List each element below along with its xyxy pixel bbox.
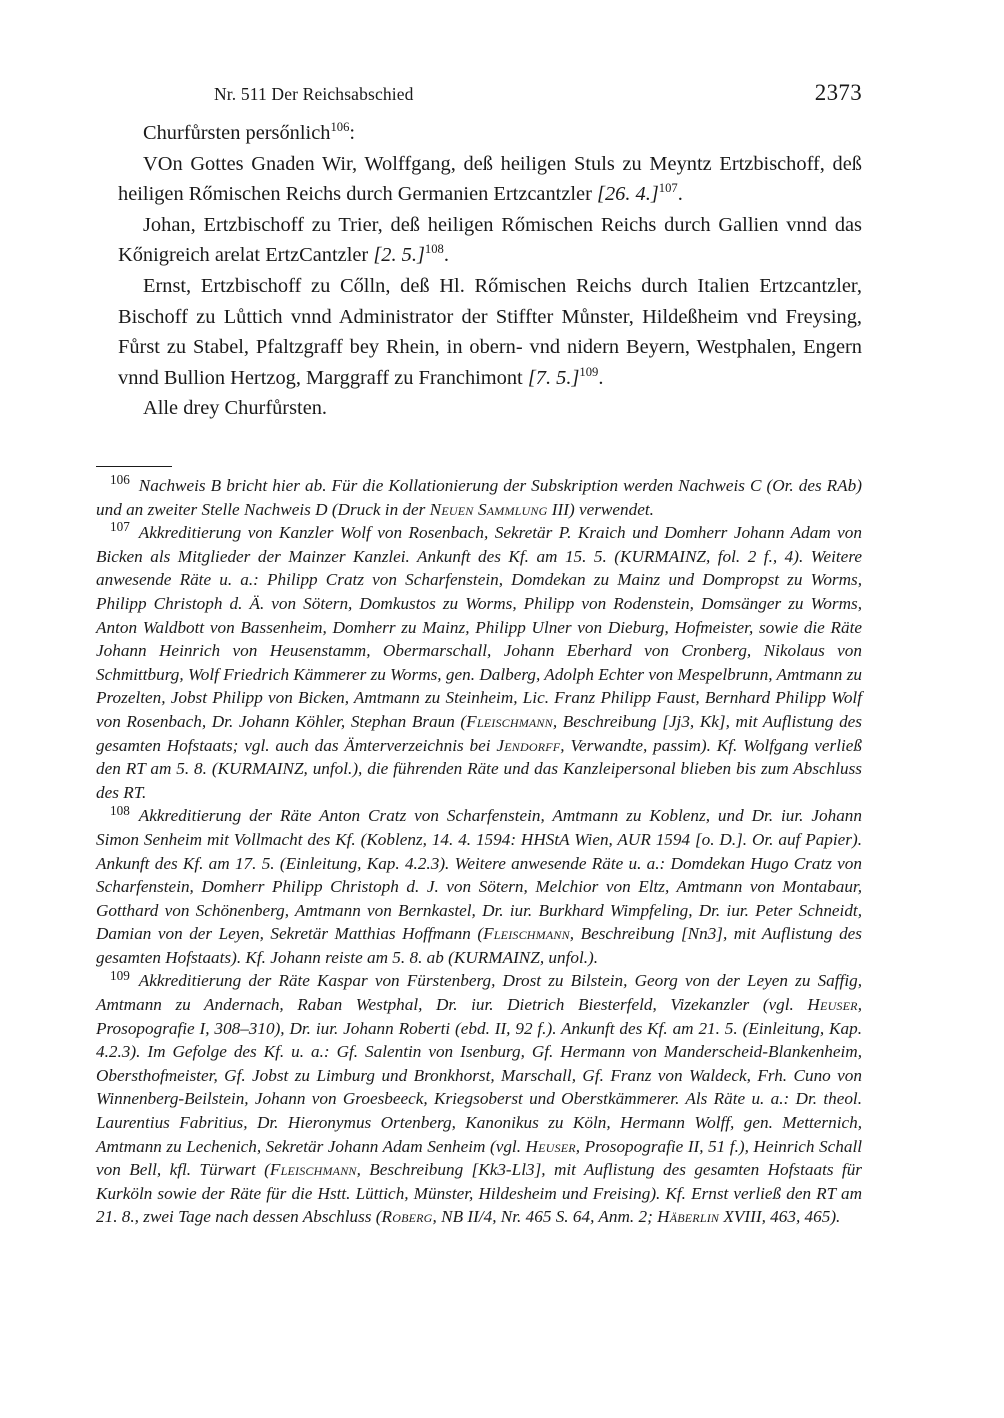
- footnote-separator-rule: [96, 466, 172, 467]
- body-italic-run: [2. 5.]: [373, 244, 425, 267]
- par-alle-drey: [118, 393, 862, 424]
- footnote-italic-run: , Beschreibung [Jj3, Kk], mit Auflistung des gesamten Hofstaats; vgl. auch das Ämterverzeichnis bei: [96, 711, 862, 755]
- footnote-reference-109[interactable]: 109: [579, 364, 599, 379]
- footnote-italic-run: , Beschreibung [Kk3-Ll3], mit Auflistung des gesamten Hofstaats für Kurköln sowie der Räte für die Hstt. Lüttich, Münster, Hildesheim und Freising). Kf. Ernst verließ den RT am 21. 8., zwei Tage nach dessen Abschluss (: [96, 1160, 862, 1227]
- body-text-run: Johan, Ertzbischoff zu Trier, deß heiligen Rőmischen Reichs durch Gallien vnnd das Kőnigreich arelat ErtzCantzler: [118, 213, 862, 267]
- footnote-smallcaps-name: Roberg: [381, 1207, 433, 1227]
- footnote-italic-run: , NB II/4, Nr. 465 S. 64, Anm. 2;: [432, 1207, 658, 1227]
- body-text-run: Ernst, Ertzbischoff zu Cőlln, deß Hl. Rőmischen Reichs durch Italien Ertzcantzler, Bischoff zu Lůttich vnnd Administrator der Stiffter Můnster, Hildeßheim vnd Freysing, Fůrst zu Stabel, Pfaltzgraff bey Rhein, in obern- vnd nidern Beyern, Westphalen, Engern vnnd Bullion Hertzog, Marggraff zu Franchimont: [118, 274, 862, 389]
- footnote-smallcaps-name: Fleischmann: [269, 1160, 357, 1180]
- footnote-italic-run: Akkreditierung der Räte Kaspar von Fürstenberg, Drost zu Bilstein, Georg von der Leyen zu Saffig, Amtmann zu Andernach, Raban Westphal, Dr. iur. Dietrich Biesterfeld, Vizekanzler (vgl.: [96, 971, 862, 1015]
- footnote-108: [96, 804, 862, 969]
- footnote-italic-run: Nachweis B bricht hier ab. Für die Kollationierung der Subskription werden Nachweis C (Or. des RAb) und an zweiter Stelle Nachweis D (Druck in der: [96, 476, 862, 519]
- footnote-italic-run: , Prosopografie I, 308–310), Dr. iur. Johann Roberti (ebd. II, 92 f.). Ankunft des Kf. am 21. 5. (Einleitung, Kap. 4.2.3). Im Gefolge des Kf. u. a.: Gf. Salentin von Isenburg, Gf. Hermann von Manderscheid-Blankenheim, Obersthofmeister, Gf. Jobst zu Limburg und Bronkhorst, Marschall, Gf. Franz von Waldeck, Frh. Cuno von Winnenberg-Beilstein, Johann von Groesbeeck, Kriegsoberst und Oberstkämmerer. Als Räte u. a.: Dr. theol. Laurentius Fabritius, Dr. Hieronymus Ortenberg, Kanonikus zu Köln, Hermann Wolff, gen. Metternich, Amtmann zu Lechenich, Sekretär Johann Adam Senheim (vgl.: [96, 995, 862, 1156]
- footnote-block: [96, 474, 862, 1229]
- running-head-title: Nr. 511 Der Reichsabschied: [214, 84, 414, 104]
- footnote-italic-run: XVIII, 463, 465).: [719, 1207, 841, 1227]
- running-head: [142, 80, 862, 106]
- par-mainz: [118, 149, 862, 210]
- body-text-run: :: [349, 122, 356, 144]
- body-text-run: .: [443, 244, 449, 267]
- body-text-run: .: [598, 366, 604, 389]
- footnote-smallcaps-name: Jendorff: [496, 735, 561, 755]
- footnote-reference-107[interactable]: 107: [658, 181, 678, 196]
- par-trier: [118, 210, 862, 271]
- body-italic-run: [7. 5.]: [527, 366, 580, 389]
- footnote-italic-run: III) verwendet.: [547, 499, 654, 519]
- footnote-106: [96, 474, 862, 521]
- body-italic-run: [26. 4.]: [597, 183, 659, 206]
- footnote-italic-run: Akkreditierung der Räte Anton Cratz von Scharfenstein, Amtmann zu Koblenz, und Dr. iur. Johann Simon Senheim mit Vollmacht des Kf. (Koblenz, 14. 4. 1594: HHStA Wien, AUR 1594 [o. D.]. Or. auf Papier). Ankunft des Kf. am 17. 5. (Einleitung, Kap. 4.2.3). Weitere anwesende Räte u. a.: Domdekan Hugo Cratz von Scharfenstein, Domherr Philipp Christoph d. J. von Sötern, Melchior von Eltz, Amtmann von Montabaur, Gotthard von Schönenberg, Amtmann von Bernkastel, Dr. iur. Burkhard Wimpfeling, Dr. iur. Peter Schneidt, Damian von der Leyen, Sekretär Matthias Hoffmann (: [96, 806, 862, 944]
- body-text-run: .: [677, 183, 683, 206]
- footnote-107: [96, 521, 862, 804]
- footnote-reference-108[interactable]: 108: [424, 242, 444, 257]
- footnote-smallcaps-name: Fleischmann: [483, 924, 570, 944]
- par-koln: [118, 271, 862, 393]
- body-text-run: VOn Gottes Gnaden Wir, Wolffgang, deß heiligen Stuls zu Meyntz Ertzbischoff, deß heiligen Rőmischen Reichs durch Germanien Ertzcantzler: [118, 152, 862, 206]
- footnote-italic-run: , Verwandte, passim). Kf. Wolfgang verließ den RT am 5. 8. (KURMAINZ, unfol.), die führenden Räte und das Kanzleipersonal blieben bis zum Abschluss des RT.: [96, 735, 862, 802]
- footnote-marker-106[interactable]: 106: [110, 472, 130, 488]
- footnote-italic-run: , Prosopografie II, 51 f.), Heinrich Schall von Bell, kfl. Türwart (: [96, 1136, 862, 1180]
- footnote-smallcaps-name: Neuen Sammlung: [429, 499, 548, 519]
- body-text-run: Alle drey Churfůrsten.: [143, 397, 328, 420]
- footnote-marker-107[interactable]: 107: [110, 519, 130, 535]
- footnote-smallcaps-name: Fleischmann: [466, 711, 553, 731]
- footnote-italic-run: , Beschreibung [Nn3], mit Auflistung des gesamten Hofstaats). Kf. Johann reiste am 5. 8. ab (KURMAINZ, unfol.).: [96, 924, 862, 967]
- page-number: 2373: [814, 80, 862, 105]
- footnote-marker-108[interactable]: 108: [110, 802, 130, 818]
- footnote-109: [96, 969, 862, 1229]
- footnote-smallcaps-name: Heuser: [525, 1136, 576, 1156]
- body-text-run: Churfůrsten persőnlich: [143, 122, 331, 144]
- footnote-smallcaps-name: Häberlin: [657, 1207, 720, 1227]
- body-text-block: [118, 118, 862, 424]
- footnote-smallcaps-name: Heuser: [807, 995, 858, 1015]
- footnote-marker-109[interactable]: 109: [110, 967, 130, 983]
- footnote-reference-106[interactable]: 106: [330, 120, 350, 135]
- par-churfursten-personlich: [118, 118, 862, 149]
- footnote-italic-run: Akkreditierung von Kanzler Wolf von Rosenbach, Sekretär P. Kraich und Domherr Johann Adam von Bicken als Mitglieder der Mainzer Kanzlei. Ankunft des Kf. am 15. 5. (KURMAINZ, fol. 2 f., 4). Weitere anwesende Räte u. a.: Philipp Cratz von Scharfenstein, Domdekan zu Mainz und Dompropst zu Worms, Philipp Christoph d. Ä. von Sötern, Domkustos zu Worms, Philipp von Rodenstein, Domsänger zu Worms, Anton Waldbott von Bassenheim, Domherr zu Mainz, Philipp Ulner von Dieburg, Hofmeister, sowie die Räte Johann Heinrich von Heusenstamm, Obermarschall, Johann Eberhard von Cronberg, Nikolaus von Schmittburg, Wolf Friedrich Kämmerer zu Worms, gen. Dalberg, Adolph Echter von Mespelbrunn, Amtmann zu Prozelten, Jobst Philipp von Bicken, Amtmann zu Steinheim, Lic. Franz Philipp Faust, Bernhard Philipp Wolf von Rosenbach, Dr. Johann Köhler, Stephan Braun (: [96, 523, 862, 731]
